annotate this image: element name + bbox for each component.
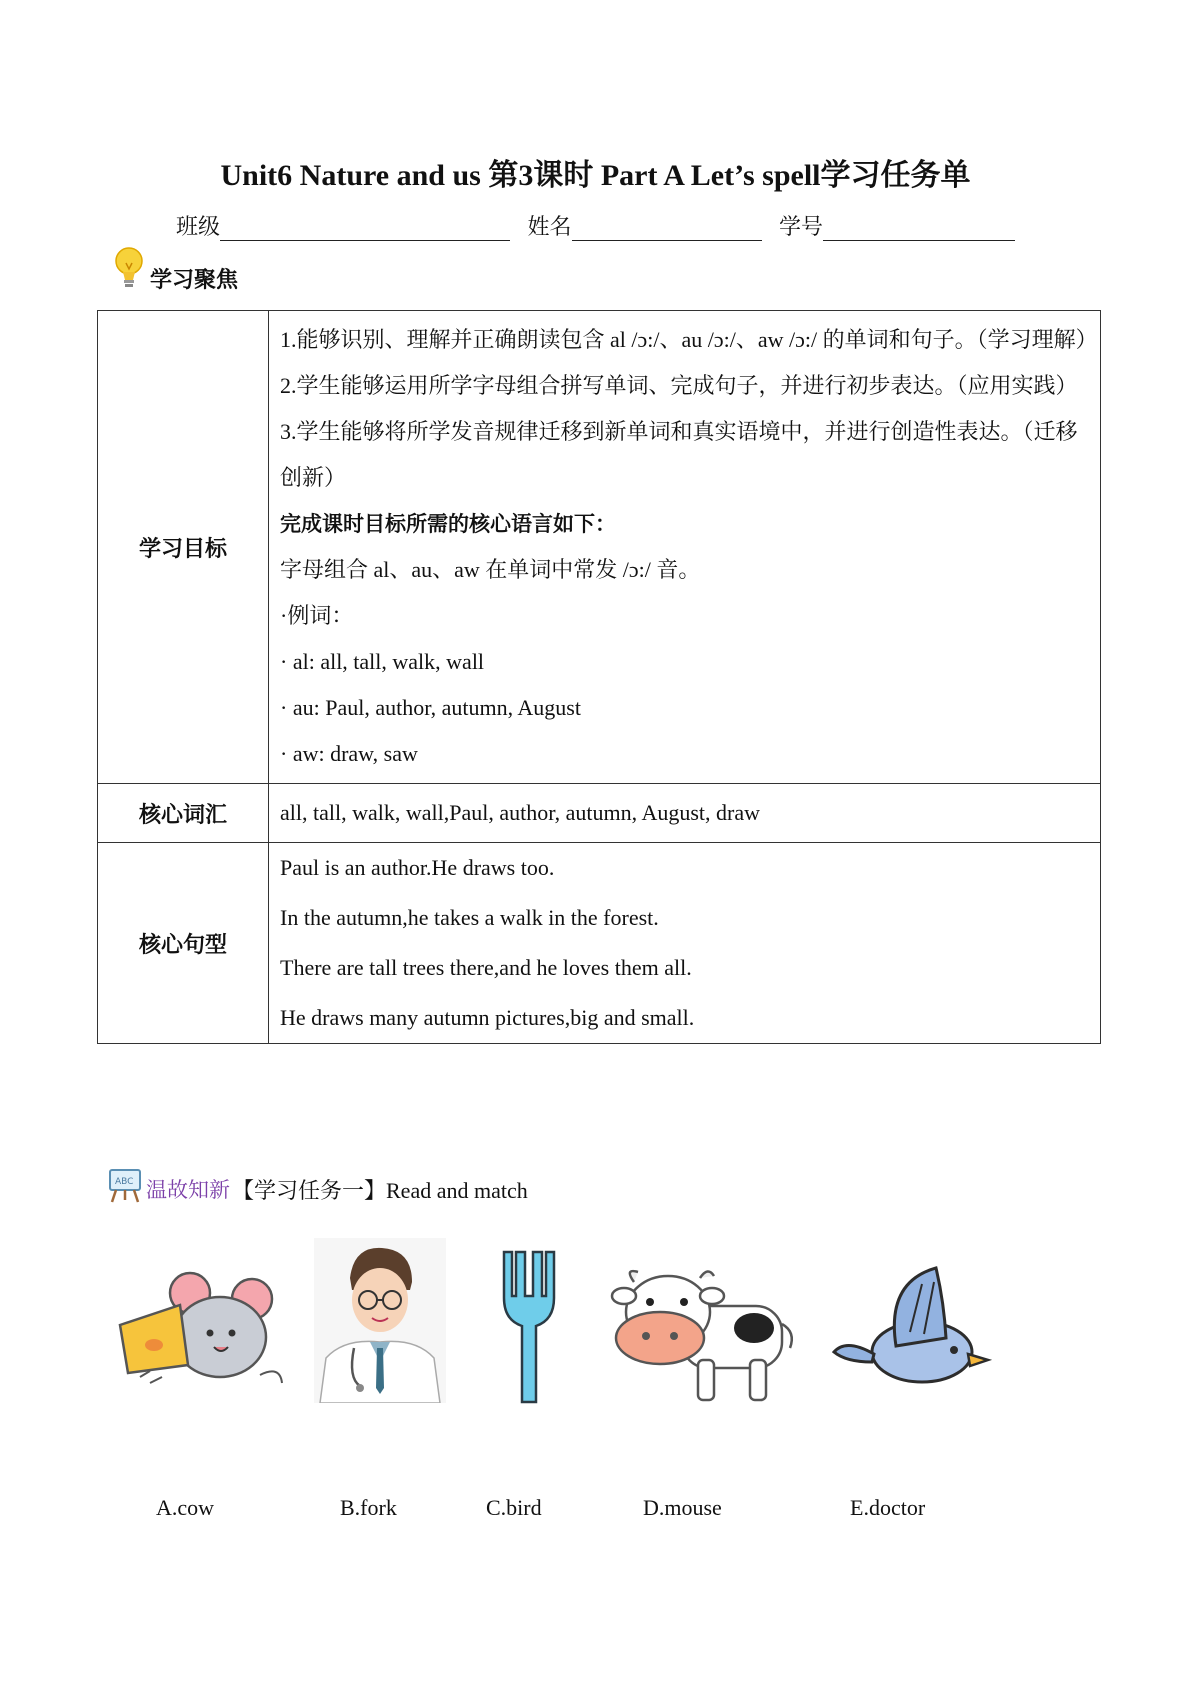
vocab-cell (269, 784, 1101, 843)
sentence-item: In the autumn,he takes a walk in the forest. (280, 905, 659, 930)
vocab-head: 核心词汇 (98, 784, 269, 843)
doctor-picture (314, 1238, 446, 1408)
sentence-item: He draws many autumn pictures,big and small. (280, 1005, 695, 1030)
task-heading (108, 1168, 528, 1210)
class-field[interactable] (220, 218, 510, 241)
cow-picture (604, 1262, 800, 1417)
fork-picture (498, 1246, 560, 1409)
choice-d: D.mouse (643, 1495, 722, 1520)
sentence-row (98, 843, 1101, 1044)
choice-b: B.fork (340, 1495, 397, 1520)
bird-picture (826, 1262, 1002, 1397)
goals-cell (269, 311, 1101, 784)
class-label: 班级 (176, 214, 221, 239)
example-line: · al: all, tall, walk, wall (280, 649, 485, 674)
page-title: Unit6 Nature and us 第3课时 Part A Let’s spell学习任务单 (220, 159, 971, 192)
sentence-head: 核心句型 (98, 843, 269, 1044)
goals-head: 学习目标 (98, 311, 269, 784)
vocab-row (98, 784, 1101, 843)
lightbulb-icon (112, 245, 146, 296)
focus-heading-label: 学习聚焦 (150, 268, 239, 293)
focus-heading (112, 250, 238, 296)
svg-text:ABC: ABC (115, 1177, 134, 1187)
example-line: · aw: draw, saw (280, 741, 418, 766)
id-field[interactable] (823, 218, 1015, 241)
goal-item: 3.学生能够将所学发音规律迁移到新单词和真实语境中，并进行创造性表达。（迁移创新） (280, 419, 1078, 490)
student-info-line (176, 210, 1027, 241)
goals-row (98, 311, 1101, 784)
name-label: 姓名 (527, 214, 572, 239)
mouse-picture (110, 1265, 290, 1405)
examples-label: ·例词： (280, 603, 354, 628)
name-field[interactable] (572, 218, 762, 241)
goal-item: 1.能够识别、理解并正确朗读包含 al /ɔ:/、au /ɔ:/、aw /ɔ:/ 的单词和句子。（学习理解） (280, 327, 1098, 352)
core-language-title: 完成课时目标所需的核心语言如下： (280, 512, 616, 536)
choice-c: C.bird (486, 1495, 542, 1520)
vocab-list: all, tall, walk, wall,Paul, author, autumn, August, draw (280, 800, 760, 825)
goal-item: 2.学生能够运用所学字母组合拼写单词、完成句子，并进行初步表达。（应用实践） (280, 373, 1078, 398)
review-label: 温故知新 (146, 1178, 230, 1202)
sentence-item: There are tall trees there,and he loves them all. (280, 955, 692, 980)
sentence-cell (269, 843, 1101, 1044)
task-label: 【学习任务一】Read and match (232, 1177, 528, 1203)
example-line: · au: Paul, author, autumn, August (280, 695, 581, 720)
choice-a: A.cow (156, 1495, 215, 1520)
sentence-item: Paul is an author.He draws too. (280, 855, 555, 880)
easel-icon (108, 1168, 142, 1210)
sound-rule: 字母组合 al、au、aw 在单词中常发 /ɔ:/ 音。 (280, 557, 701, 582)
id-label: 学号 (779, 214, 824, 239)
choice-e: E.doctor (850, 1495, 926, 1520)
study-table (97, 310, 1101, 1044)
